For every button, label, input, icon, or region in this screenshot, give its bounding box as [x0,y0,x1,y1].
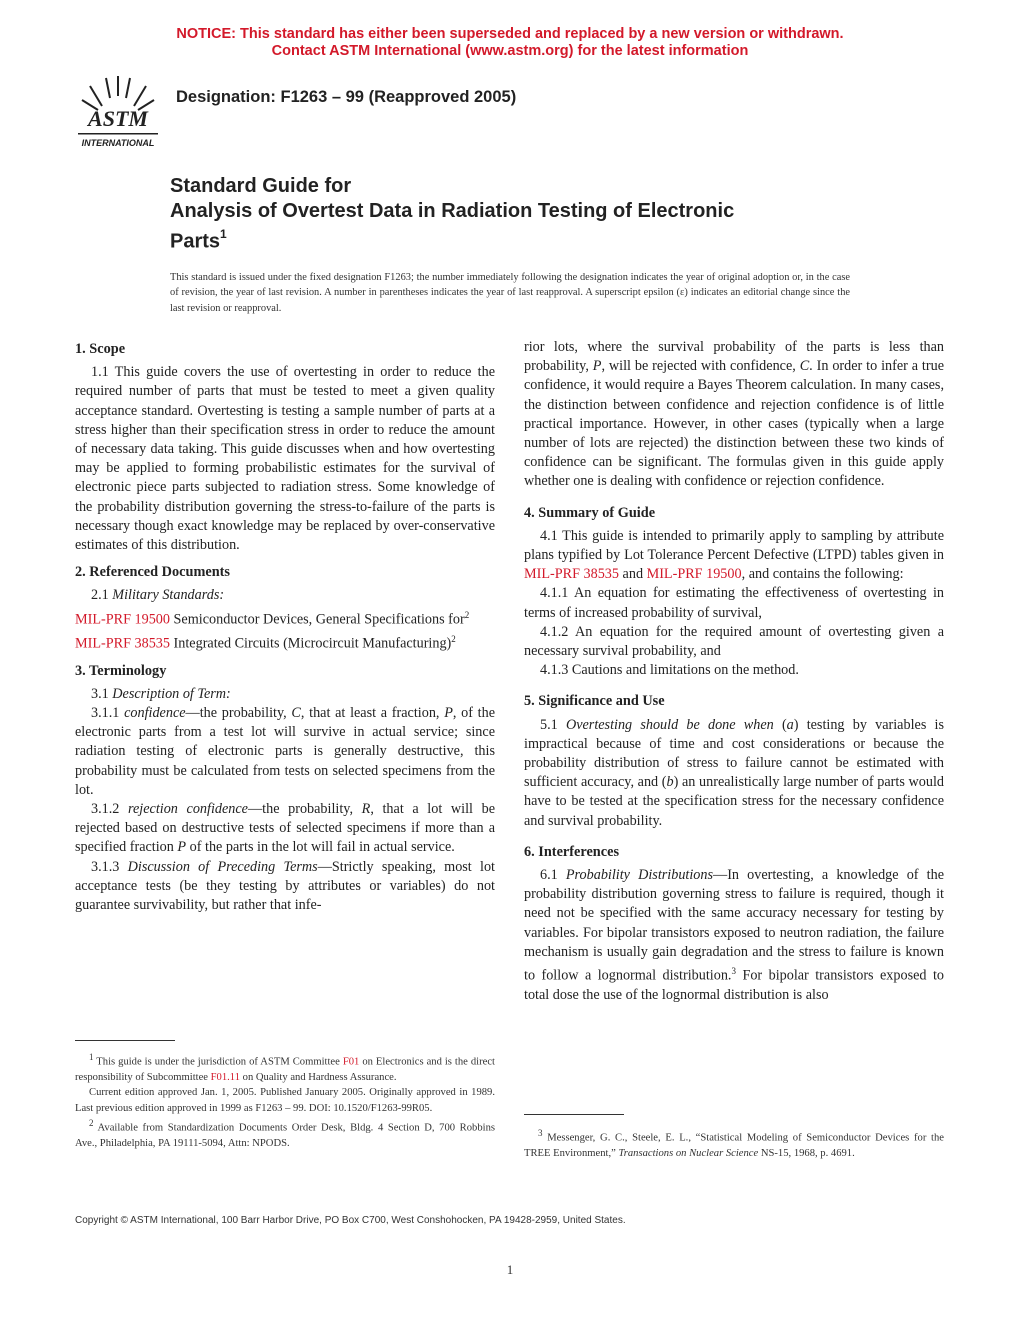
footnote-2: $^2$ Available from Standardization Documents Order Desk, Bldg. 4 Section D, 700 Robbins Ave., Philadelphia, PA 19111-5094, Attn: NPODS. [75,1118,495,1150]
military-standards-subhead: 2.1 Military Standards: [91,587,225,604]
interferences-paragraph: 6.1 Probability Distributions—In overtesting, a knowledge of the probability distribution governing stress to failure is required, though it need not be specified with the same accuracy necessary for testing by variables. For bipolar transistors exposed to neutron radiation, the failure mechanism is usually gain degradation and the stress to failure is known to follow a lognormal distribution.$^3$ For bipolar transistors exposed to total dose the use of the lognormal distribution is also [524,867,944,1004]
astm-logo [72,76,164,152]
summary-item-2: 4.1.2 An equation for the required amount of overtesting given a necessary survival probability, and [524,623,944,660]
mil-prf-19500-link-2[interactable]: MIL-PRF 19500 [646,566,742,583]
summary-paragraph-1: 4.1 This guide is intended to primarily apply to sampling by attribute plans typified by Lot Tolerance Percent Defective (LTPD) tables given in MIL-PRF 38535 and MIL-PRF 19500, and contains the following: [524,527,944,583]
designation: Designation: F1263 – 99 (Reapproved 2005) [176,88,517,106]
definition-rejection-confidence: 3.1.2 rejection confidence—the probability, R, that a lot will be rejected based on destructive tests of selected specimens if more than a specified fraction P of the parts in the lot will fail in actual service. [75,800,495,856]
terminology-subhead: 3.1 Description of Term: [91,685,231,702]
withdrawal-notice [0,26,1020,60]
subcommittee-f01-11-link[interactable]: F01.11 [210,1071,240,1083]
logo-text: ASTM [88,106,148,131]
committee-f01-link[interactable]: F01 [342,1056,360,1068]
copyright: Copyright © ASTM International, 100 Barr Harbor Drive, PO Box C700, West Conshohocken, PA 19428-2959, United States. [75,1215,626,1226]
definition-confidence: 3.1.1 confidence—the probability, C, that at least a fraction, P, of the electronic parts from a test lot will survive in actual service; since radiation testing of electronic parts is generally destructive, this probability must be calculated from tests on selected specimens from the lot. [75,704,495,798]
summary-item-3: 4.1.3 Cautions and limitations on the method. [540,662,799,679]
logo-subtext: INTERNATIONAL [81,138,155,148]
title-footnote-ref[interactable]: 1 [220,227,227,241]
title-line-3: Parts [170,230,221,253]
notice-line-1: NOTICE: This standard has either been superseded and replaced by a new version or withdrawn. [176,26,844,42]
footnote-1-edition: Current edition approved Jan. 1, 2005. Published January 2005. Originally approved in 1989. Last previous edition approved in 1999 as F1263 – 99. DOI: 10.1520/F1263-99R05. [75,1087,495,1114]
section-3-heading: 3. Terminology [75,662,167,679]
footnotes-left [75,1050,495,1152]
section-5-heading: 5. Significance and Use [524,693,665,710]
footnote-3: $^3$ Messenger, G. C., Steele, E. L., “Statistical Modeling of Semiconductor Devices for the TREE Environment,” Transactions on Nuclear Science NS-15, 1968, p. 4691. [524,1128,944,1159]
title-line-2: Analysis of Overtest Data in Radiation Testing of Electronic [170,200,735,222]
section-4-heading: 4. Summary of Guide [524,504,656,521]
reference-doc-1: MIL-PRF 19500 Semiconductor Devices, General Specifications for$^2$ [75,609,470,628]
section-1-heading: 1. Scope [75,341,126,357]
document-title [170,174,890,255]
footnote-rule-left [75,1040,175,1041]
summary-item-1: 4.1.1 An equation for estimating the effectiveness of overtesting in terms of increased probability of survival, [524,585,944,621]
section-2-heading: 2. Referenced Documents [75,564,230,581]
right-column [524,338,944,1005]
page-number: 1 [506,1262,514,1277]
footnote-rule-right [524,1114,624,1115]
mil-prf-19500-link[interactable]: MIL-PRF 19500 [75,611,170,628]
mil-prf-38535-link-2[interactable]: MIL-PRF 38535 [524,566,619,583]
scope-paragraph: 1.1 This guide covers the use of overtesting in order to reduce the required number of parts that must be tested to meet a given quality acceptance standard. Overtesting is testing a sample number of parts at a stress higher than their specification stress in order to reduce the amount of necessary data taking. This guide discusses when and how overtesting may be applied to forming probabilistic estimates for the survival of electronic piece parts subjected to radiation stress. Some knowledge of the probability distribution governing the stress-to-failure of the parts is necessary though exact knowledge may be replaced by over-conservative estimates of this distribution. [75,364,495,554]
footnote-1: $^1$ This guide is under the jurisdiction of ASTM Committee F01 on Electronics and is the direct responsibility of Subcommittee F01.11 on Quality and Hardness Assurance. [75,1052,495,1083]
mil-prf-38535-link[interactable]: MIL-PRF 38535 [75,635,170,652]
significance-paragraph: 5.1 Overtesting should be done when (a) testing by variables is impractical because of time and cost considerations or because the probability distribution of stress to failure cannot be estimated with sufficient accuracy, and (b) an unrealistically large number of parts would have to be tested at the specification stress for the necessary confidence and survival probability. [524,716,945,829]
reference-doc-2: MIL-PRF 38535 Integrated Circuits (Microcircuit Manufacturing)$^2$ [75,633,456,652]
notice-line-2: Contact ASTM International (www.astm.org) for the latest information [271,43,749,59]
issuance-note: This standard is issued under the fixed designation F1263; the number immediately following the designation indicates the year of original adoption or, in the case of revision, the year of last revision. A number in parentheses indicates the year of last reapproval. A superscript epsilon (ε) indicates an editorial change since the last revision or reapproval. [170,272,850,314]
discussion-paragraph: rior lots, where the survival probability of the parts is less than probability, P, will be rejected with confidence, C. In order to infer a true confidence, it would require a Bayes Theorem calculation. In many cases, the distinction between confidence and rejection confidence is of little practical importance. However, in other cases (typically when a large number of lots are rejected) the distinction between these two kinds of confidence can be significant. The formulas given in this guide apply whether one is dealing with confidence or rejection confidence. [524,339,944,490]
title-line-1: Standard Guide for [170,175,352,197]
footnote-right [524,1126,944,1161]
left-column [75,338,495,915]
section-6-heading: 6. Interferences [524,843,620,860]
discussion-paragraph-start: 3.1.3 Discussion of Preceding Terms—Strictly speaking, most lot acceptance tests (be they testing by attributes or variables) do not guarantee survivability, but rather that infe- [75,858,495,913]
